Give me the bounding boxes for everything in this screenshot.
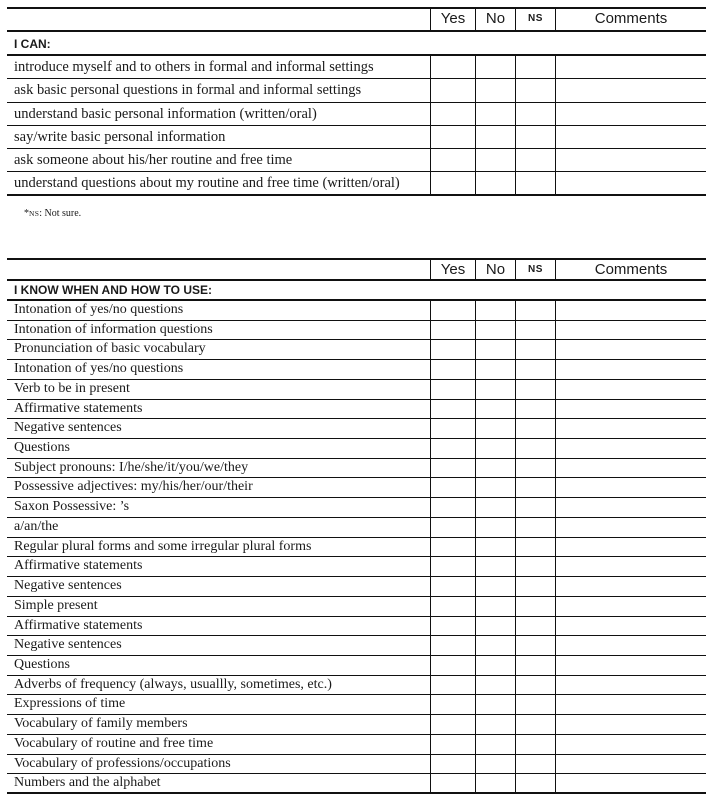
table-row	[7, 419, 706, 439]
no-checkbox-cell[interactable]	[475, 103, 515, 125]
comments-cell[interactable]	[555, 400, 706, 419]
comments-cell[interactable]	[555, 360, 706, 379]
no-checkbox-cell[interactable]	[475, 577, 515, 596]
table-row	[7, 79, 706, 102]
ns-checkbox-cell[interactable]	[515, 577, 555, 596]
header-blank-cell	[7, 9, 430, 30]
row-label: Regular plural forms and some irregular plural forms	[14, 538, 312, 554]
comments-cell[interactable]	[555, 676, 706, 695]
table-header-row	[7, 9, 706, 32]
table-row	[7, 149, 706, 172]
no-checkbox-cell[interactable]	[475, 695, 515, 714]
no-checkbox-cell[interactable]	[475, 715, 515, 734]
table-row	[7, 597, 706, 617]
table-row	[7, 360, 706, 380]
ns-checkbox-cell[interactable]	[515, 360, 555, 379]
table-row	[7, 557, 706, 577]
table-row	[7, 172, 706, 195]
row-label: Affirmative statements	[14, 558, 143, 574]
table-row	[7, 774, 706, 794]
row-label: Affirmative statements	[14, 400, 143, 416]
yes-checkbox-cell[interactable]	[430, 149, 475, 171]
row-label: Intonation of yes/no questions	[14, 302, 184, 317]
know-how-checklist-table	[7, 258, 706, 794]
yes-checkbox-cell[interactable]	[430, 656, 475, 675]
ns-checkbox-cell[interactable]	[515, 400, 555, 419]
ns-checkbox-cell[interactable]	[515, 755, 555, 774]
yes-checkbox-cell[interactable]	[430, 478, 475, 497]
row-label: say/write basic personal information	[14, 128, 226, 145]
comments-cell[interactable]	[555, 459, 706, 478]
no-checkbox-cell[interactable]	[475, 126, 515, 148]
table-row	[7, 380, 706, 400]
no-checkbox-cell[interactable]	[475, 478, 515, 497]
row-label: Adverbs of frequency (always, usuallly, sometimes, etc.)	[14, 676, 332, 692]
ns-checkbox-cell[interactable]	[515, 774, 555, 792]
comments-cell[interactable]	[555, 695, 706, 714]
footnote: *NS: Not sure.	[24, 208, 82, 219]
row-label: Subject pronouns: I/he/she/it/you/we/they	[14, 459, 249, 475]
yes-checkbox-cell[interactable]	[430, 340, 475, 359]
row-label: Negative sentences	[14, 420, 122, 436]
ns-checkbox-cell[interactable]	[515, 715, 555, 734]
ns-checkbox-cell[interactable]	[515, 380, 555, 399]
table-row	[7, 321, 706, 341]
row-label: Vocabulary of family members	[14, 716, 188, 732]
comments-cell[interactable]	[555, 103, 706, 125]
ns-checkbox-cell[interactable]	[515, 538, 555, 557]
row-label: Questions	[14, 440, 70, 456]
section-title: I CAN:	[14, 37, 51, 51]
row-label: Numbers and the alphabet	[14, 775, 161, 791]
table-row	[7, 735, 706, 755]
header-ns: NS	[515, 9, 555, 30]
yes-checkbox-cell[interactable]	[430, 301, 475, 320]
table-row	[7, 103, 706, 126]
yes-checkbox-cell[interactable]	[430, 321, 475, 340]
row-label: a/an/the	[14, 518, 59, 534]
table-row	[7, 400, 706, 420]
yes-checkbox-cell[interactable]	[430, 636, 475, 655]
comments-cell[interactable]	[555, 172, 706, 193]
ns-checkbox-cell[interactable]	[515, 617, 555, 636]
row-label: Negative sentences	[14, 637, 122, 653]
yes-checkbox-cell[interactable]	[430, 56, 475, 78]
table-row	[7, 301, 706, 321]
row-label: Vocabulary of professions/occupations	[14, 755, 231, 771]
no-checkbox-cell[interactable]	[475, 340, 515, 359]
yes-checkbox-cell[interactable]	[430, 538, 475, 557]
ns-checkbox-cell[interactable]	[515, 79, 555, 101]
no-checkbox-cell[interactable]	[475, 518, 515, 537]
ns-checkbox-cell[interactable]	[515, 56, 555, 78]
yes-checkbox-cell[interactable]	[430, 577, 475, 596]
table-row	[7, 656, 706, 676]
header-yes: Yes	[430, 260, 475, 279]
ns-checkbox-cell[interactable]	[515, 321, 555, 340]
row-label: ask someone about his/her routine and free time	[14, 152, 293, 169]
comments-cell[interactable]	[555, 735, 706, 754]
ns-checkbox-cell[interactable]	[515, 656, 555, 675]
header-no: No	[475, 260, 515, 279]
no-checkbox-cell[interactable]	[475, 459, 515, 478]
no-checkbox-cell[interactable]	[475, 400, 515, 419]
table-header-row	[7, 260, 706, 281]
ns-checkbox-cell[interactable]	[515, 103, 555, 125]
no-checkbox-cell[interactable]	[475, 149, 515, 171]
no-checkbox-cell[interactable]	[475, 538, 515, 557]
comments-cell[interactable]	[555, 126, 706, 148]
yes-checkbox-cell[interactable]	[430, 755, 475, 774]
table-row	[7, 617, 706, 637]
table-body	[7, 301, 706, 794]
table-row	[7, 56, 706, 79]
no-checkbox-cell[interactable]	[475, 419, 515, 438]
comments-cell[interactable]	[555, 149, 706, 171]
table-row	[7, 715, 706, 735]
table-row	[7, 340, 706, 360]
header-yes: Yes	[430, 9, 475, 30]
row-label: Verb to be in present	[14, 380, 130, 396]
yes-checkbox-cell[interactable]	[430, 400, 475, 419]
table-row	[7, 636, 706, 656]
no-checkbox-cell[interactable]	[475, 439, 515, 458]
row-label: Affirmative statements	[14, 617, 143, 633]
comments-cell[interactable]	[555, 478, 706, 497]
comments-cell[interactable]	[555, 715, 706, 734]
can-do-checklist-table	[7, 7, 706, 196]
table-row	[7, 577, 706, 597]
row-label: Saxon Possessive: ’s	[14, 499, 130, 515]
ns-checkbox-cell[interactable]	[515, 459, 555, 478]
header-comments: Comments	[555, 9, 706, 30]
yes-checkbox-cell[interactable]	[430, 695, 475, 714]
comments-cell[interactable]	[555, 340, 706, 359]
comments-cell[interactable]	[555, 755, 706, 774]
table-row	[7, 478, 706, 498]
yes-checkbox-cell[interactable]	[430, 518, 475, 537]
yes-checkbox-cell[interactable]	[430, 126, 475, 148]
row-label: Questions	[14, 656, 70, 672]
ns-checkbox-cell[interactable]	[515, 557, 555, 576]
table-row	[7, 676, 706, 696]
table-row	[7, 126, 706, 149]
comments-cell[interactable]	[555, 636, 706, 655]
yes-checkbox-cell[interactable]	[430, 419, 475, 438]
table-row	[7, 755, 706, 775]
ns-checkbox-cell[interactable]	[515, 636, 555, 655]
yes-checkbox-cell[interactable]	[430, 597, 475, 616]
section-title: I KNOW WHEN AND HOW TO USE:	[14, 283, 212, 297]
comments-cell[interactable]	[555, 321, 706, 340]
ns-checkbox-cell[interactable]	[515, 419, 555, 438]
yes-checkbox-cell[interactable]	[430, 557, 475, 576]
no-checkbox-cell[interactable]	[475, 557, 515, 576]
table-body	[7, 56, 706, 196]
no-checkbox-cell[interactable]	[475, 380, 515, 399]
comments-cell[interactable]	[555, 557, 706, 576]
yes-checkbox-cell[interactable]	[430, 459, 475, 478]
row-label: understand basic personal information (written/oral)	[14, 105, 317, 122]
table-row	[7, 439, 706, 459]
comments-cell[interactable]	[555, 380, 706, 399]
no-checkbox-cell[interactable]	[475, 636, 515, 655]
row-label: ask basic personal questions in formal and informal settings	[14, 82, 362, 99]
comments-cell[interactable]	[555, 538, 706, 557]
no-checkbox-cell[interactable]	[475, 56, 515, 78]
table-row	[7, 695, 706, 715]
no-checkbox-cell[interactable]	[475, 755, 515, 774]
ns-checkbox-cell[interactable]	[515, 340, 555, 359]
row-label: Intonation of yes/no questions	[14, 361, 184, 377]
row-label: Expressions of time	[14, 696, 126, 712]
footnote-abbr: NS	[29, 209, 40, 218]
yes-checkbox-cell[interactable]	[430, 79, 475, 101]
table-row	[7, 459, 706, 479]
no-checkbox-cell[interactable]	[475, 617, 515, 636]
no-checkbox-cell[interactable]	[475, 597, 515, 616]
yes-checkbox-cell[interactable]	[430, 735, 475, 754]
comments-cell[interactable]	[555, 301, 706, 320]
ns-checkbox-cell[interactable]	[515, 126, 555, 148]
header-ns: NS	[515, 260, 555, 279]
section-row-i-can	[7, 32, 706, 56]
ns-checkbox-cell[interactable]	[515, 478, 555, 497]
ns-checkbox-cell[interactable]	[515, 149, 555, 171]
table-row	[7, 538, 706, 558]
no-checkbox-cell[interactable]	[475, 79, 515, 101]
yes-checkbox-cell[interactable]	[430, 439, 475, 458]
comments-cell[interactable]	[555, 597, 706, 616]
row-label: Possessive adjectives: my/his/her/our/their	[14, 479, 253, 495]
header-blank-cell	[7, 260, 430, 279]
comments-cell[interactable]	[555, 656, 706, 675]
comments-cell[interactable]	[555, 79, 706, 101]
yes-checkbox-cell[interactable]	[430, 498, 475, 517]
ns-checkbox-cell[interactable]	[515, 695, 555, 714]
yes-checkbox-cell[interactable]	[430, 360, 475, 379]
row-label: Simple present	[14, 597, 98, 613]
no-checkbox-cell[interactable]	[475, 498, 515, 517]
comments-cell[interactable]	[555, 774, 706, 792]
comments-cell[interactable]	[555, 419, 706, 438]
comments-cell[interactable]	[555, 439, 706, 458]
yes-checkbox-cell[interactable]	[430, 676, 475, 695]
no-checkbox-cell[interactable]	[475, 676, 515, 695]
row-label: Pronunciation of basic vocabulary	[14, 341, 206, 357]
section-row-i-know	[7, 281, 706, 301]
row-label: Intonation of information questions	[14, 321, 213, 337]
table-row	[7, 518, 706, 538]
yes-checkbox-cell[interactable]	[430, 774, 475, 792]
header-no: No	[475, 9, 515, 30]
comments-cell[interactable]	[555, 518, 706, 537]
ns-checkbox-cell[interactable]	[515, 735, 555, 754]
comments-cell[interactable]	[555, 577, 706, 596]
ns-checkbox-cell[interactable]	[515, 172, 555, 193]
row-label: understand questions about my routine and free time (written/oral)	[14, 175, 400, 192]
no-checkbox-cell[interactable]	[475, 735, 515, 754]
no-checkbox-cell[interactable]	[475, 301, 515, 320]
table-row	[7, 498, 706, 518]
ns-checkbox-cell[interactable]	[515, 597, 555, 616]
yes-checkbox-cell[interactable]	[430, 103, 475, 125]
no-checkbox-cell[interactable]	[475, 172, 515, 193]
ns-checkbox-cell[interactable]	[515, 518, 555, 537]
row-label: introduce myself and to others in formal and informal settings	[14, 59, 374, 75]
row-label: Negative sentences	[14, 578, 122, 594]
ns-checkbox-cell[interactable]	[515, 301, 555, 320]
no-checkbox-cell[interactable]	[475, 774, 515, 792]
no-checkbox-cell[interactable]	[475, 360, 515, 379]
header-comments: Comments	[555, 260, 706, 279]
comments-cell[interactable]	[555, 498, 706, 517]
ns-checkbox-cell[interactable]	[515, 498, 555, 517]
no-checkbox-cell[interactable]	[475, 656, 515, 675]
no-checkbox-cell[interactable]	[475, 321, 515, 340]
yes-checkbox-cell[interactable]	[430, 617, 475, 636]
yes-checkbox-cell[interactable]	[430, 172, 475, 193]
comments-cell[interactable]	[555, 56, 706, 78]
comments-cell[interactable]	[555, 617, 706, 636]
ns-checkbox-cell[interactable]	[515, 676, 555, 695]
row-label: Vocabulary of routine and free time	[14, 735, 214, 751]
yes-checkbox-cell[interactable]	[430, 715, 475, 734]
yes-checkbox-cell[interactable]	[430, 380, 475, 399]
ns-checkbox-cell[interactable]	[515, 439, 555, 458]
